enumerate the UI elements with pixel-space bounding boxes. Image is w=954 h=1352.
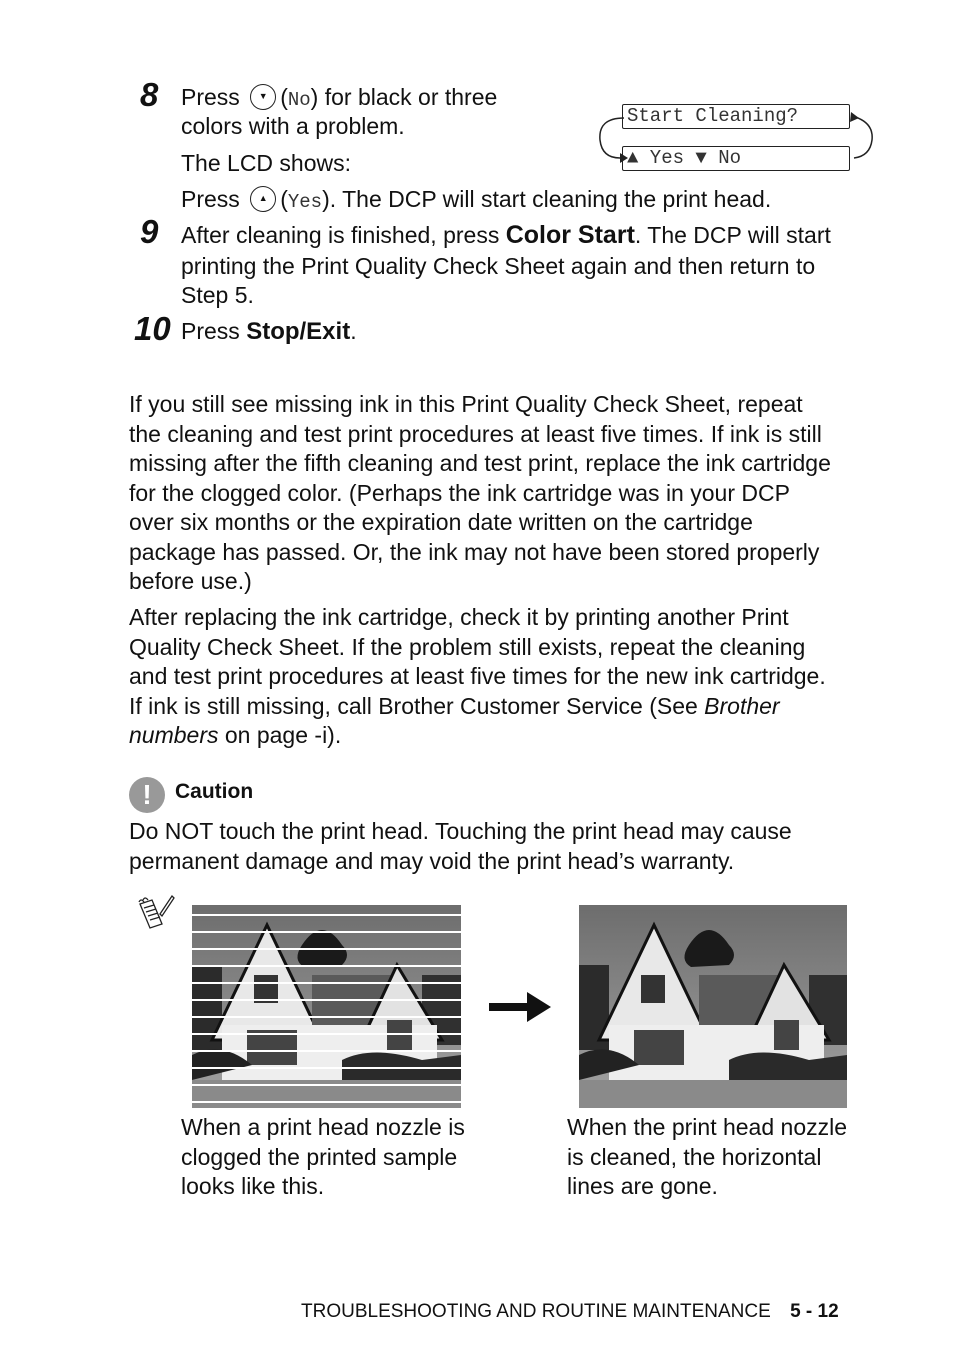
step-8-line-4: Press ▲ (Yes). The DCP will start cleaning the print head. [181, 186, 772, 213]
paragraph-line: missing after the fifth cleaning and test print, replace the ink cartridge [129, 450, 831, 476]
lcd-line-2: ▲ Yes ▼ No [622, 146, 850, 171]
page-number: 5 - 12 [790, 1301, 839, 1322]
step-10-pre: Press [181, 318, 247, 344]
paragraph-line: before use.) [129, 568, 252, 594]
no-key-label: No [287, 89, 311, 111]
step-8-line-2: colors with a problem. [181, 113, 405, 139]
brother-numbers-reference: Brother [704, 692, 780, 719]
step-9-line-2: printing the Print Quality Check Sheet again and then return to [181, 253, 816, 279]
caption-line: When a print head nozzle is [181, 1114, 465, 1140]
brother-numbers-reference-cont: numbers [129, 722, 219, 748]
caption-line: looks like this. [181, 1173, 325, 1199]
paragraph-after-replacing [129, 603, 826, 751]
caption-line: When the print head nozzle [567, 1114, 848, 1140]
step-number-10: 10 [134, 310, 171, 347]
caution-line: permanent damage and may void the print head’s warranty. [129, 847, 735, 874]
caption-clogged [181, 1113, 465, 1202]
caution-label: Caution [175, 780, 254, 803]
step-number-9: 9 [140, 213, 159, 250]
step-10-line [181, 317, 357, 347]
color-start-key-label: Color Start [505, 221, 635, 249]
step-8-rest-2: ). The DCP will start cleaning the print head. [322, 186, 772, 212]
step-9-post: . The DCP will start [634, 222, 831, 248]
paragraph-line: the cleaning and test print procedures at least five times. If ink is still [129, 420, 822, 447]
paragraph-line: Quality Check Sheet. If the problem still exists, repeat the cleaning [129, 633, 806, 660]
paragraph-line: and test print procedures at least five times for the new ink cartridge. [129, 663, 826, 689]
paragraph-line: package has passed. Or, the ink may not have been stored properly [129, 538, 820, 565]
paragraph-line: for the clogged color. (Perhaps the ink cartridge was in your DCP [129, 479, 790, 506]
step-8-rest-1: ) for black or three [310, 84, 498, 110]
paragraph-line [129, 721, 826, 751]
paragraph-missing-ink [129, 390, 831, 597]
step-9-pre: After cleaning is finished, press [181, 222, 506, 248]
step-9-line-1 [181, 221, 831, 251]
caution-line: Do NOT touch the print head. Touching the print head may cause [129, 818, 792, 844]
step-8-lcd-shows: The LCD shows: [181, 150, 352, 176]
down-arrow-key-icon: ▼ [250, 84, 276, 110]
step-9-line-3: Step 5. [181, 282, 254, 308]
step-8-press-label: Press [181, 84, 240, 110]
right-arrow-icon [489, 992, 551, 1022]
step-8-press-label-2: Press [181, 186, 240, 212]
clogged-sample-photo [192, 905, 461, 1108]
caption-line: lines are gone. [567, 1173, 718, 1199]
caption-cleaned [567, 1113, 847, 1202]
caption-line: is cleaned, the horizontal [567, 1143, 822, 1170]
step-8-line-1: Press ▼ (No) for black or three [181, 84, 498, 111]
exclamation-icon: ! [129, 777, 165, 813]
up-arrow-key-icon: ▲ [250, 186, 276, 212]
caption-line: clogged the printed sample [181, 1143, 458, 1170]
step-10-post: . [350, 318, 357, 344]
lcd-line-1: Start Cleaning? [622, 104, 850, 129]
paragraph-line: If you still see missing ink in this Print Quality Check Sheet, repeat [129, 391, 803, 417]
paragraph-line [129, 692, 826, 722]
paragraph-line: After replacing the ink cartridge, check it by printing another Print [129, 604, 789, 630]
page-footer [301, 1301, 839, 1323]
paragraph-text: on page -i). [218, 722, 342, 748]
paragraph-text: If ink is still missing, call Brother Customer Service (See [129, 692, 705, 719]
note-pad-icon [136, 894, 176, 930]
paragraph-line: over six months or the expiration date written on the cartridge [129, 509, 753, 535]
stop-exit-key-label: Stop/Exit [246, 318, 351, 345]
yes-key-label: Yes [287, 191, 323, 213]
caution-text [129, 817, 792, 876]
step-number-8: 8 [140, 76, 159, 113]
footer-section-title: TROUBLESHOOTING AND ROUTINE MAINTENANCE [301, 1301, 771, 1322]
cleaned-sample-photo [579, 905, 847, 1108]
